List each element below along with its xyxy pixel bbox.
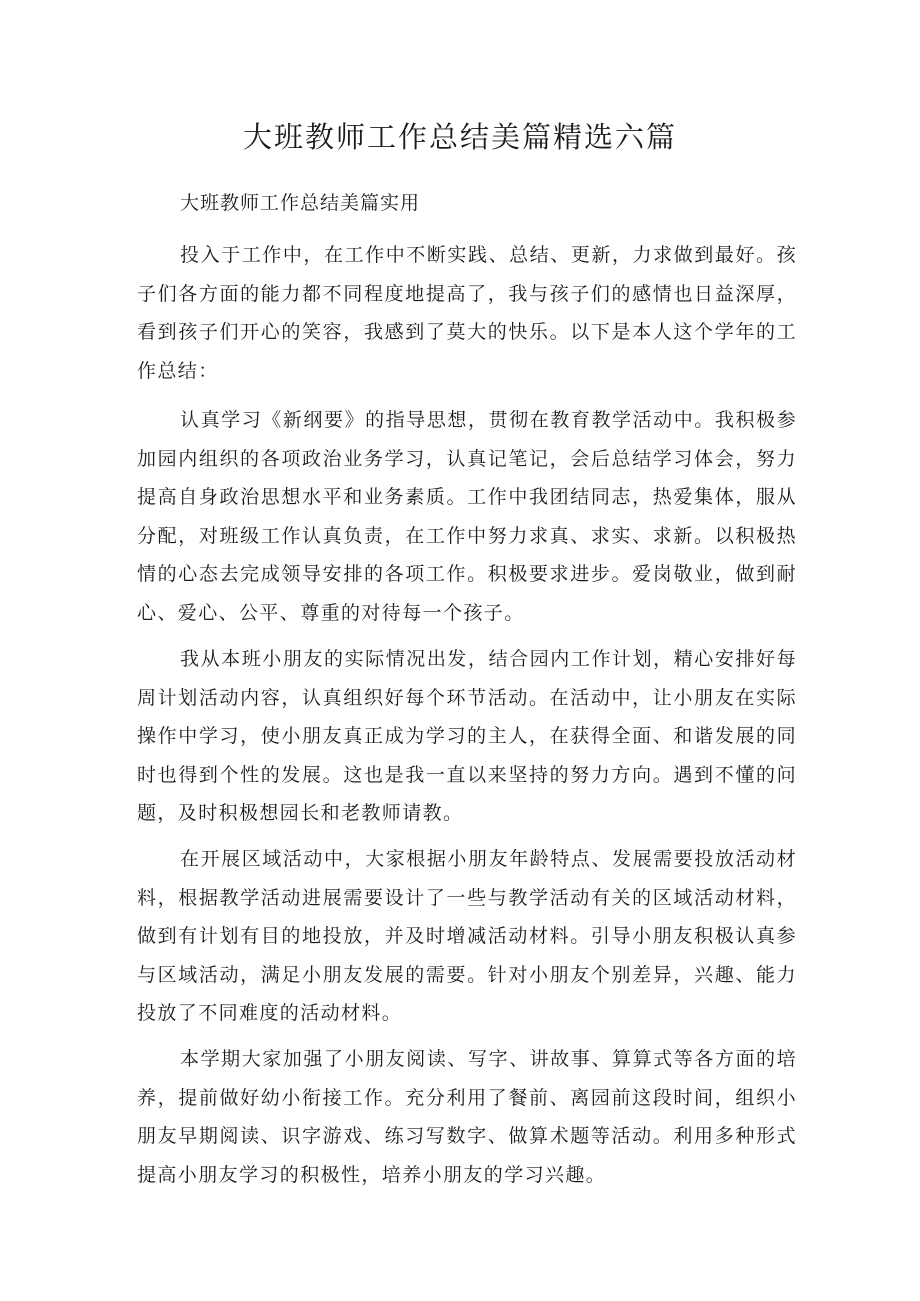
- paragraph-1: 投入于工作中，在工作中不断实践、总结、更新，力求做到最好。孩子们各方面的能力都不同程度地提高了，我与孩子们的感情也日益深厚，看到孩子们开心的笑容，我感到了莫大的快乐。以下是本人这个学年的工作总结：: [137, 244, 797, 382]
- paragraph-4: 在开展区域活动中，大家根据小朋友年龄特点、发展需要投放活动材料，根据教学活动进展需要设计了一些与教学活动有关的区域活动材料，做到有计划有目的地投放，并及时增减活动材料。引导小朋友积极认真参与区域活动，满足小朋友发展的需要。针对小朋友个别差异，兴趣、能力投放了不同难度的活动材料。: [137, 848, 797, 1024]
- document-title: 大班教师工作总结美篇精选六篇: [242, 120, 677, 154]
- paragraph-5: 本学期大家加强了小朋友阅读、写字、讲故事、算算式等各方面的培养，提前做好幼小衔接工作。充分利用了餐前、离园前这段时间，组织小朋友早期阅读、识字游戏、练习写数字、做算术题等活动。利用多种形式提高小朋友学习的积极性，培养小朋友的学习兴趣。: [137, 1048, 797, 1186]
- paragraph-3: 我从本班小朋友的实际情况出发，结合园内工作计划，精心安排好每周计划活动内容，认真组织好每个环节活动。在活动中，让小朋友在实际操作中学习，使小朋友真正成为学习的主人，在获得全面、和谐发展的同时也得到个性的发展。这也是我一直以来坚持的努力方向。遇到不懂的问题，及时积极想园长和老教师请教。: [137, 648, 797, 824]
- paragraph-2: 认真学习《新纲要》的指导思想，贯彻在教育教学活动中。我积极参加园内组织的各项政治业务学习，认真记笔记，会后总结学习体会，努力提高自身政治思想水平和业务素质。工作中我团结同志，热爱集体，服从分配，对班级工作认真负责，在工作中努力求真、求实、求新。以积极热情的心态去完成领导安排的各项工作。积极要求进步。爱岗敬业，做到耐心、爱心、公平、尊重的对待每一个孩子。: [137, 409, 797, 624]
- document-subtitle: 大班教师工作总结美篇实用: [180, 192, 421, 214]
